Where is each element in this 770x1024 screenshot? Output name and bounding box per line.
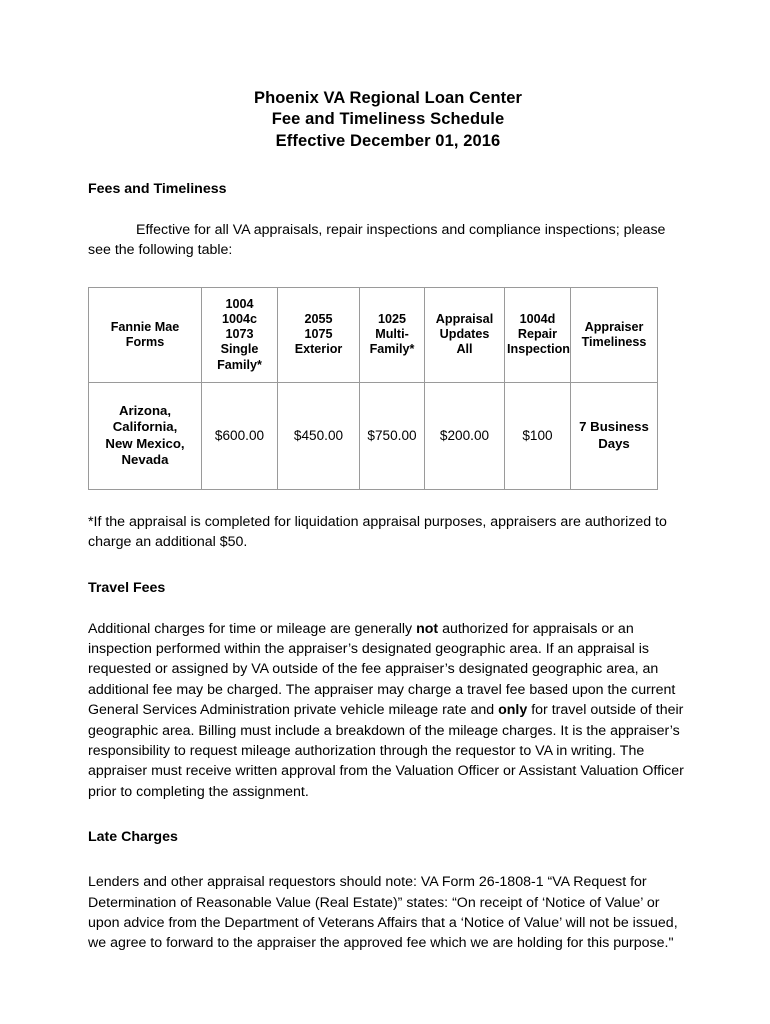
paragraph-late-charges: Lenders and other appraisal requestors should note: VA Form 26-1808-1 “VA Request for Determination of Reasonable Value (Real Estate)” states: “On receipt of ‘Notice of Value’ or upon advice from the Department of Veterans Affairs that a ‘Notice of Value’ will not be issued, we agree to forward to the appraiser the approved fee which we are holding for this purpose.": [88, 874, 678, 952]
header-line: Timeliness: [581, 334, 647, 349]
header-line: 1075: [304, 327, 333, 342]
cell-appraisal-updates-fee: $200.00: [425, 382, 505, 489]
table-header-row: [89, 287, 658, 382]
header-line: 1025: [377, 311, 407, 326]
header-line: 1004: [225, 296, 254, 311]
header-line: 1004c: [221, 311, 258, 326]
cell-multi-family-fee: $750.00: [360, 382, 425, 489]
timeliness-line: 7 Business: [579, 419, 649, 435]
header-line: Repair: [517, 327, 558, 342]
table-header-repair-inspection: [505, 287, 571, 382]
table-row: [89, 382, 658, 489]
header-line: Fannie Mae: [110, 319, 180, 334]
title-line-1: Phoenix VA Regional Loan Center: [253, 89, 523, 107]
cell-exterior-fee: $450.00: [278, 382, 360, 489]
spacer: [88, 198, 688, 220]
timeliness-line: Days: [598, 435, 630, 451]
table-header-appraiser-timeliness: [571, 287, 658, 382]
spacer: [88, 154, 688, 180]
header-line: 1073: [225, 327, 254, 342]
table-header-multi-family: [360, 287, 425, 382]
header-line: 2055: [304, 311, 333, 326]
header-line: Multi-: [375, 327, 409, 342]
header-line: Appraisal: [435, 311, 494, 326]
header-line: Family*: [369, 342, 415, 357]
header-line: 1004d: [519, 311, 556, 326]
spacer: [88, 846, 688, 872]
cell-appraiser-timeliness: [571, 382, 658, 489]
spacer: [88, 597, 688, 619]
cell-repair-inspection-fee: $100: [505, 382, 571, 489]
fee-and-timeliness-table: [88, 287, 658, 490]
title-line-2: Fee and Timeliness Schedule: [271, 110, 505, 129]
spacer: [88, 802, 688, 828]
heading-late-charges: Late Charges: [88, 829, 178, 846]
header-line: Single: [220, 342, 259, 357]
travel-text-3: for travel outside of their geographic area. Billing must include a breakdown of the mileage charges. It is the appraiser’s responsibility to request mileage authorization through the requestor to VA in writing. The appraiser must receive written approval from the Valuation Officer or Assistant Valuation Officer prior to completing the assignment.: [88, 702, 684, 800]
table-header-exterior: [278, 287, 360, 382]
heading-travel-fees: Travel Fees: [88, 579, 166, 596]
paragraph-travel-fees: [88, 619, 688, 803]
header-line: Family*: [217, 357, 262, 372]
cell-single-family-fee: $600.00: [202, 382, 278, 489]
spacer: [88, 261, 688, 287]
header-line: Appraiser: [584, 319, 644, 334]
fee-table-container: [88, 287, 688, 490]
region-line: Nevada: [121, 452, 169, 468]
title-line-3: Effective December 01, 2016: [275, 131, 501, 150]
table-header-appraisal-updates: [425, 287, 505, 382]
paragraph-fees-intro: Effective for all VA appraisals, repair inspections and compliance inspections; please see the following table:: [88, 221, 666, 259]
header-line: Exterior: [294, 342, 343, 357]
header-line: Inspection: [507, 342, 570, 357]
heading-fees-and-timeliness: Fees and Timeliness: [88, 180, 227, 197]
spacer: [88, 490, 688, 512]
travel-text-2: authorized for appraisals or an inspection performed within the appraiser’s designated geographic area. If an appraisal is requested or assigned by VA outside of the fee appraiser’s designated geographic area, an additional fee may be charged. The appraiser may charge a travel fee based upon the current General Services Administration private vehicle mileage rate and: [88, 620, 676, 719]
spacer: [88, 553, 688, 579]
document-content: [88, 88, 688, 954]
table-header-single-family: [202, 287, 278, 382]
paragraph-liquidation-footnote: *If the appraisal is completed for liquidation appraisal purposes, appraisers are authorized to charge an additional $50.: [88, 513, 667, 551]
header-line: Forms: [125, 334, 165, 349]
region-line: California,: [112, 419, 178, 435]
cell-region: [89, 382, 202, 489]
header-line: All: [456, 342, 473, 357]
document-title: [88, 88, 688, 152]
travel-emphasis-only: only: [498, 702, 528, 719]
table-header-fannie-mae-forms: [89, 287, 202, 382]
region-line: New Mexico,: [105, 435, 185, 451]
travel-text-1: Additional charges for time or mileage are generally: [88, 620, 417, 637]
travel-emphasis-not: not: [416, 620, 439, 637]
header-line: Updates: [439, 327, 490, 342]
region-line: Arizona,: [118, 402, 172, 418]
